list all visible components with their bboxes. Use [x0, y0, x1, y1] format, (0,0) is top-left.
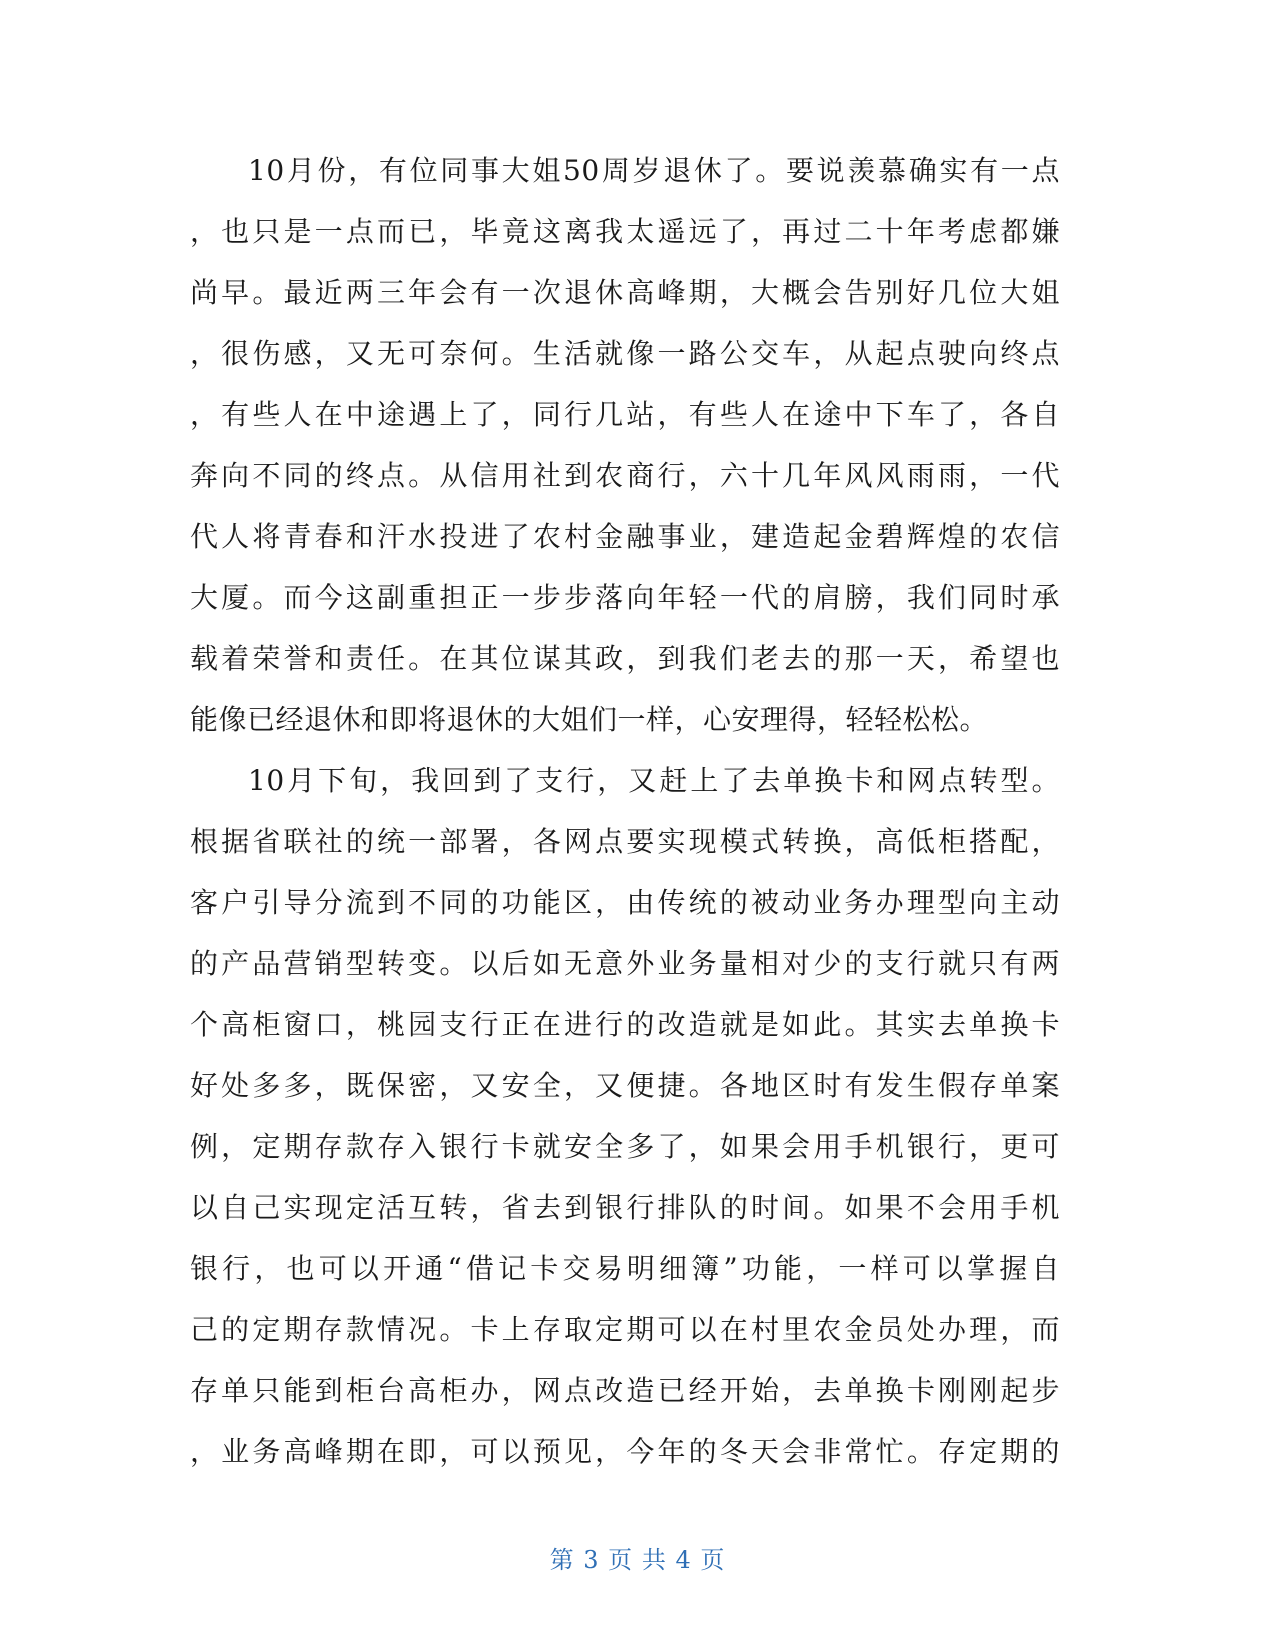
- paragraph-line: ，也只是一点而已，毕竟这离我太遥远了，再过二十年考虑都嫌: [190, 215, 1060, 248]
- paragraph-2: [190, 750, 1060, 1482]
- footer-total-pages: 4: [675, 1546, 692, 1574]
- paragraph-line: 个高柜窗口，桃园支行正在进行的改造就是如此。其实去单换卡: [190, 1008, 1060, 1041]
- paragraph-line: 能像已经退休和即将退休的大姐们一样，心安理得，轻轻松松。: [190, 703, 989, 736]
- footer-page-mid1: 页: [608, 1546, 634, 1574]
- paragraph-1: [190, 140, 1060, 750]
- footer-current-page: 3: [583, 1546, 600, 1574]
- paragraph-line: 根据省联社的统一部署，各网点要实现模式转换，高低柜搭配，: [190, 825, 1060, 858]
- paragraph-line: 的产品营销型转变。以后如无意外业务量相对少的支行就只有两: [190, 947, 1060, 980]
- paragraph-line: 10月份，有位同事大姐50周岁退休了。要说羡慕确实有一点: [248, 154, 1060, 187]
- paragraph-line: 己的定期存款情况。卡上存取定期可以在村里农金员处办理，而: [190, 1313, 1060, 1346]
- footer-page-prefix: 第: [549, 1546, 575, 1574]
- paragraph-line: 10月下旬，我回到了支行，又赶上了去单换卡和网点转型。: [248, 764, 1060, 797]
- paragraph-line: 好处多多，既保密，又安全，又便捷。各地区时有发生假存单案: [190, 1069, 1060, 1102]
- paragraph-line: ，有些人在中途遇上了，同行几站，有些人在途中下车了，各自: [190, 398, 1060, 431]
- paragraph-line: 代人将青春和汗水投进了农村金融事业，建造起金碧辉煌的农信: [190, 520, 1060, 553]
- paragraph-line: 银行，也可以开通“借记卡交易明细簿”功能，一样可以掌握自: [190, 1252, 1060, 1285]
- footer-page-suffix: 页: [700, 1546, 726, 1574]
- paragraph-line: 尚早。最近两三年会有一次退休高峰期，大概会告别好几位大姐: [190, 276, 1060, 309]
- paragraph-line: 大厦。而今这副重担正一步步落向年轻一代的肩膀，我们同时承: [190, 581, 1060, 614]
- page-footer: [0, 1540, 1275, 1575]
- paragraph-line: ，很伤感，又无可奈何。生活就像一路公交车，从起点驶向终点: [190, 337, 1060, 370]
- paragraph-line: 客户引导分流到不同的功能区，由传统的被动业务办理型向主动: [190, 886, 1060, 919]
- paragraph-line: 例，定期存款存入银行卡就安全多了，如果会用手机银行，更可: [190, 1130, 1060, 1163]
- paragraph-line: ，业务高峰期在即，可以预见，今年的冬天会非常忙。存定期的: [190, 1435, 1060, 1468]
- paragraph-line: 奔向不同的终点。从信用社到农商行，六十几年风风雨雨，一代: [190, 459, 1060, 492]
- paragraph-line: 以自己实现定活互转，省去到银行排队的时间。如果不会用手机: [190, 1191, 1060, 1224]
- paragraph-line: 存单只能到柜台高柜办，网点改造已经开始，去单换卡刚刚起步: [190, 1374, 1060, 1407]
- document-body: [190, 140, 1060, 1482]
- footer-page-mid2: 共: [641, 1546, 667, 1574]
- paragraph-line: 载着荣誉和责任。在其位谋其政，到我们老去的那一天，希望也: [190, 642, 1060, 675]
